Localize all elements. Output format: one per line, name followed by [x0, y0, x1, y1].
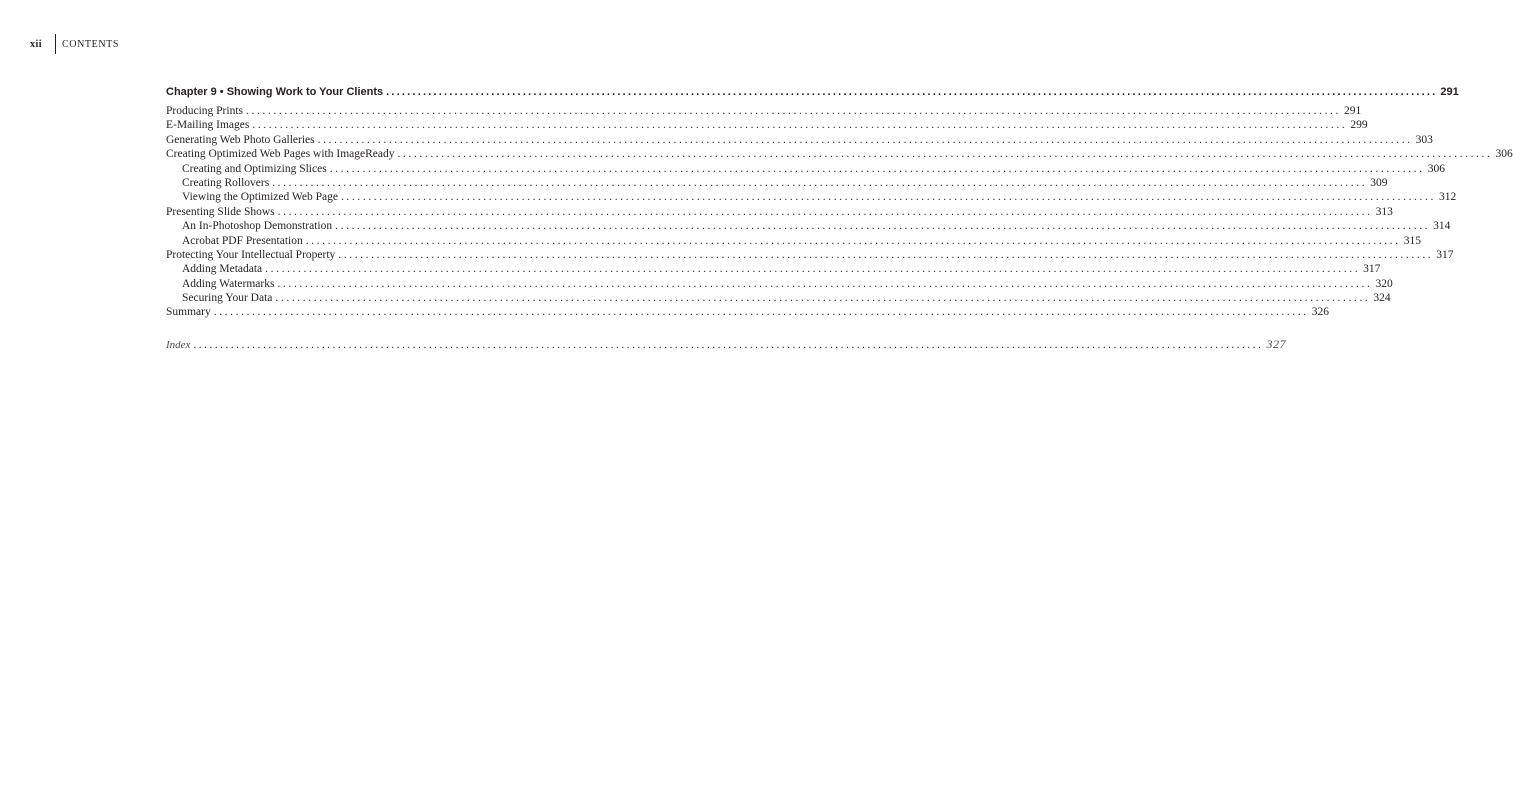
toc-entry-label: E-Mailing Images — [166, 119, 250, 132]
toc-entry-label: Securing Your Data — [182, 292, 273, 305]
toc-entry-label: Protecting Your Intellectual Property — [166, 248, 336, 261]
toc-entry-page-number: 315 — [1403, 234, 1421, 247]
toc-entry-page-number: 306 — [1427, 162, 1445, 175]
toc-subentry[interactable] — [166, 219, 1451, 233]
toc-entry[interactable] — [166, 248, 1454, 262]
toc-subentry[interactable] — [166, 291, 1391, 305]
page-folio: xii — [30, 38, 43, 50]
toc-subentry[interactable] — [166, 234, 1421, 248]
toc-entry[interactable] — [166, 205, 1393, 219]
dot-leader: ........................................................................................................................................................................................................ — [213, 306, 1309, 319]
dot-leader: ........................................................................................................................................................................................................ — [340, 191, 1436, 204]
dot-leader: ........................................................................................................................................................................................................ — [329, 162, 1425, 175]
index-page-number: 327 — [1266, 337, 1287, 351]
toc-entry-label: Creating Rollovers — [182, 176, 270, 189]
toc-subentry[interactable] — [166, 262, 1381, 276]
toc-entry-page-number: 326 — [1311, 306, 1329, 319]
index-label: Index — [166, 339, 191, 351]
dot-leader: ........................................................................................................................................................................................................ — [275, 292, 1371, 305]
toc-entry-label: Adding Watermarks — [182, 277, 275, 290]
toc-entry-page-number: 317 — [1436, 248, 1454, 261]
dot-leader: ........................................................................................................................................................................................................ — [335, 220, 1431, 233]
toc-entry-page-number: 320 — [1375, 277, 1393, 290]
dot-leader: ........................................................................................................................................................................................................ — [305, 234, 1401, 247]
toc-entry-page-number: 291 — [1344, 105, 1362, 117]
toc-entry-label: Producing Prints — [166, 105, 243, 117]
toc-subentry[interactable] — [166, 176, 1388, 190]
toc-entry[interactable] — [166, 305, 1329, 319]
toc-entry-label: Adding Metadata — [182, 263, 263, 276]
dot-leader: ........................................................................................................................................................................................................ — [397, 148, 1493, 161]
toc-entry-page-number: 309 — [1370, 176, 1388, 189]
dot-leader: ........................................................................................................................................................................................................ — [193, 339, 1264, 351]
chapter-title: Chapter 9 • Showing Work to Your Clients — [166, 86, 384, 98]
toc-entry-label: Viewing the Optimized Web Page — [182, 191, 338, 204]
toc-entry-label: An In-Photoshop Demonstration — [182, 220, 333, 233]
toc-entry-page-number: 314 — [1433, 220, 1451, 233]
dot-leader: ........................................................................................................................................................................................................ — [338, 248, 1434, 261]
toc-subentry[interactable] — [166, 190, 1457, 204]
table-of-contents — [166, 84, 1513, 320]
chapter-heading[interactable] — [166, 84, 1459, 100]
toc-subentry[interactable] — [166, 277, 1393, 291]
toc-entry[interactable] — [166, 147, 1513, 161]
toc-entry-label: Generating Web Photo Galleries — [166, 133, 315, 146]
toc-entry-page-number: 317 — [1363, 263, 1381, 276]
toc-entry[interactable] — [166, 118, 1368, 132]
toc-entry-page-number: 313 — [1375, 205, 1393, 218]
toc-subentry[interactable] — [166, 162, 1445, 176]
dot-leader: ........................................................................................................................................................................................................ — [277, 205, 1373, 218]
toc-entry-page-number: 299 — [1350, 119, 1368, 132]
running-head-divider — [55, 34, 56, 54]
dot-leader: ........................................................................................................................................................................................................ — [272, 176, 1368, 189]
dot-leader: ........................................................................................................................................................................................................ — [246, 105, 1341, 117]
toc-entry[interactable] — [166, 104, 1362, 118]
dot-leader: ........................................................................................................................................................................................................ — [386, 86, 1438, 98]
toc-entry-page-number: 303 — [1415, 133, 1433, 146]
toc-entry-list — [166, 104, 1513, 320]
dot-leader: ........................................................................................................................................................................................................ — [265, 263, 1361, 276]
toc-entry-label: Presenting Slide Shows — [166, 205, 275, 218]
toc-entry-label: Acrobat PDF Presentation — [182, 234, 303, 247]
toc-entry[interactable] — [166, 133, 1433, 147]
dot-leader: ........................................................................................................................................................................................................ — [317, 133, 1413, 146]
toc-entry-page-number: 324 — [1373, 292, 1391, 305]
index-entry[interactable] — [166, 337, 1287, 351]
running-head-title: CONTENTS — [62, 38, 120, 50]
running-head — [30, 36, 119, 52]
toc-entry-label: Creating and Optimizing Slices — [182, 162, 327, 175]
toc-entry-label: Creating Optimized Web Pages with ImageReady — [166, 148, 395, 161]
toc-entry-page-number: 306 — [1495, 148, 1513, 161]
chapter-page-number: 291 — [1440, 86, 1459, 98]
dot-leader: ........................................................................................................................................................................................................ — [277, 277, 1373, 290]
toc-entry-page-number: 312 — [1438, 191, 1457, 204]
toc-entry-label: Summary — [166, 306, 211, 319]
dot-leader: ........................................................................................................................................................................................................ — [252, 119, 1348, 132]
